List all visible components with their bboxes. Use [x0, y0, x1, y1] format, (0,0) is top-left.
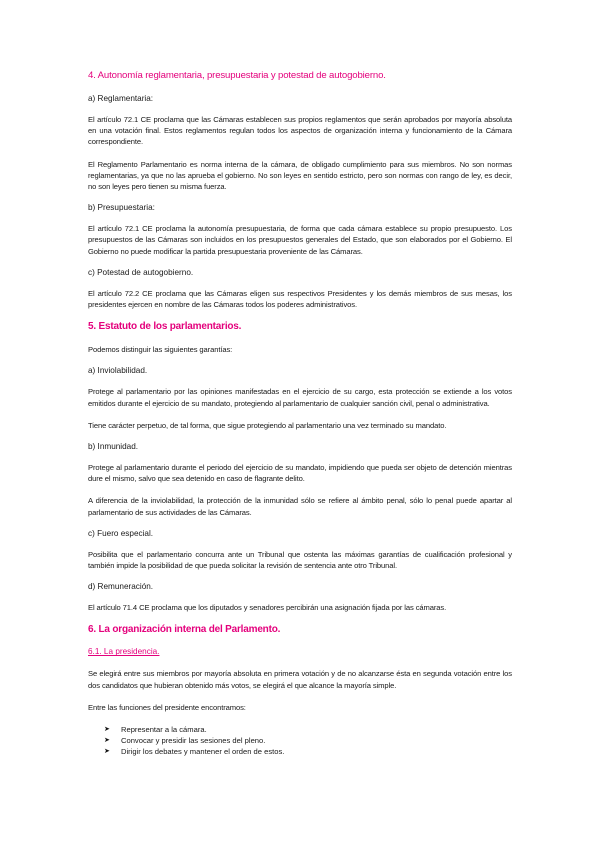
list-item-text: Dirigir los debates y mantener el orden de estos. — [121, 747, 285, 757]
subsection-presupuestaria-label: b) Presupuestaria: — [88, 203, 155, 213]
paragraph: A diferencia de la inviolabilidad, la protección de la inmunidad sólo se refiere al ámbito penal, sólo lo penal puede apartar al parlamentario de sus actividades de las Cámaras. — [88, 496, 512, 517]
subsection-remuneracion-label: d) Remuneración. — [88, 582, 154, 592]
paragraph: El artículo 72.2 CE proclama que las Cámaras eligen sus respectivos Presidentes y los demás miembros de sus mesas, los presidentes ejercen en nombre de las Cámaras todos los poderes administrativos. — [88, 288, 512, 310]
arrowhead-bullet-icon: ➤ — [104, 737, 110, 745]
list-item — [104, 735, 512, 746]
subsection-inviolabilidad-label: a) Inviolabilidad. — [88, 366, 148, 376]
paragraph: Podemos distinguir las siguientes garantías: — [88, 345, 233, 355]
section-5-heading: 5. Estatuto de los parlamentarios. — [88, 321, 242, 333]
subsection-autogobierno-label: c) Potestad de autogobierno. — [88, 267, 194, 277]
list-item — [104, 746, 512, 757]
paragraph: El artículo 72.1 CE proclama que las Cámaras establecen sus propios reglamentos que serán aprobados por mayoría absoluta en una votación final. Estos reglamentos regulan todos los aspectos de organización interna y funcionamiento de la Cámara correspondiente. — [88, 115, 512, 147]
paragraph: El artículo 71.4 CE proclama que los diputados y senadores percibirán una asignación fijada por las cámaras. — [88, 603, 447, 613]
subsection-reglamentaria-label: a) Reglamentaria: — [88, 94, 154, 103]
paragraph: El Reglamento Parlamentario es norma interna de la cámara, de obligado cumplimiento para sus miembros. No son normas reglamentarias, ya que no las aprueba el gobierno. No son leyes en sentido estricto, pero son normas con rango de ley, es decir, no son leyes pero tienen su misma fuerza. — [88, 159, 512, 192]
subsection-presidencia-heading: 6.1. La presidencia. — [88, 647, 160, 657]
paragraph: El artículo 72.1 CE proclama la autonomía presupuestaria, de forma que cada cámara establece su propio presupuesto. Los presupuestos de las Cámaras son incluidos en los presupuestos generales del Estado, que son elaborados por el Gobierno. El Gobierno no puede modificar la partida presupuestaria proveniente de las Cámaras. — [88, 224, 512, 256]
paragraph: Posibilita que el parlamentario concurra ante un Tribunal que ostenta las máximas garantías de cualificación profesional y también impide la posibilidad de que pueda solicitar la revisión de sentencia ante otro Tribunal. — [88, 549, 512, 571]
paragraph: Entre las funciones del presidente encontramos: — [88, 702, 246, 712]
list-item-text: Convocar y presidir las sesiones del pleno. — [121, 736, 266, 746]
paragraph: Protege al parlamentario durante el periodo del ejercicio de su mandato, impidiendo que pueda ser objeto de detención mientras dure el mismo, salvo que sea detenido en caso de flagrante delito. — [88, 463, 512, 484]
paragraph: Se elegirá entre sus miembros por mayoría absoluta en primera votación y de no alcanzarse ésta en segunda votación entre los dos candidatos que hubieran obtenido más votos, se elegirá el que alcance la mayoría simple. — [88, 669, 512, 690]
section-4-heading: 4. Autonomía reglamentaria, presupuestaria y potestad de autogobierno. — [88, 70, 386, 81]
subsection-inmunidad-label: b) Inmunidad. — [88, 442, 139, 452]
list-item-text: Representar a la cámara. — [121, 725, 207, 735]
arrowhead-bullet-icon: ➤ — [104, 748, 110, 756]
subsection-fuero-label: c) Fuero especial. — [88, 528, 154, 538]
paragraph: Tiene carácter perpetuo, de tal forma, que sigue protegiendo al parlamentario una vez terminado su mandato. — [88, 420, 447, 430]
list-item — [104, 724, 512, 735]
functions-list — [88, 724, 512, 757]
section-6-heading: 6. La organización interna del Parlamento. — [88, 624, 281, 636]
arrowhead-bullet-icon: ➤ — [104, 726, 110, 734]
paragraph: Protege al parlamentario por las opiniones manifestadas en el ejercicio de su cargo, esta protección se extiende a los votos emitidos durante el ejercicio de su mandato, protegiendo al parlamentario de cualquier sanción civil, penal o administrativa. — [88, 387, 512, 408]
